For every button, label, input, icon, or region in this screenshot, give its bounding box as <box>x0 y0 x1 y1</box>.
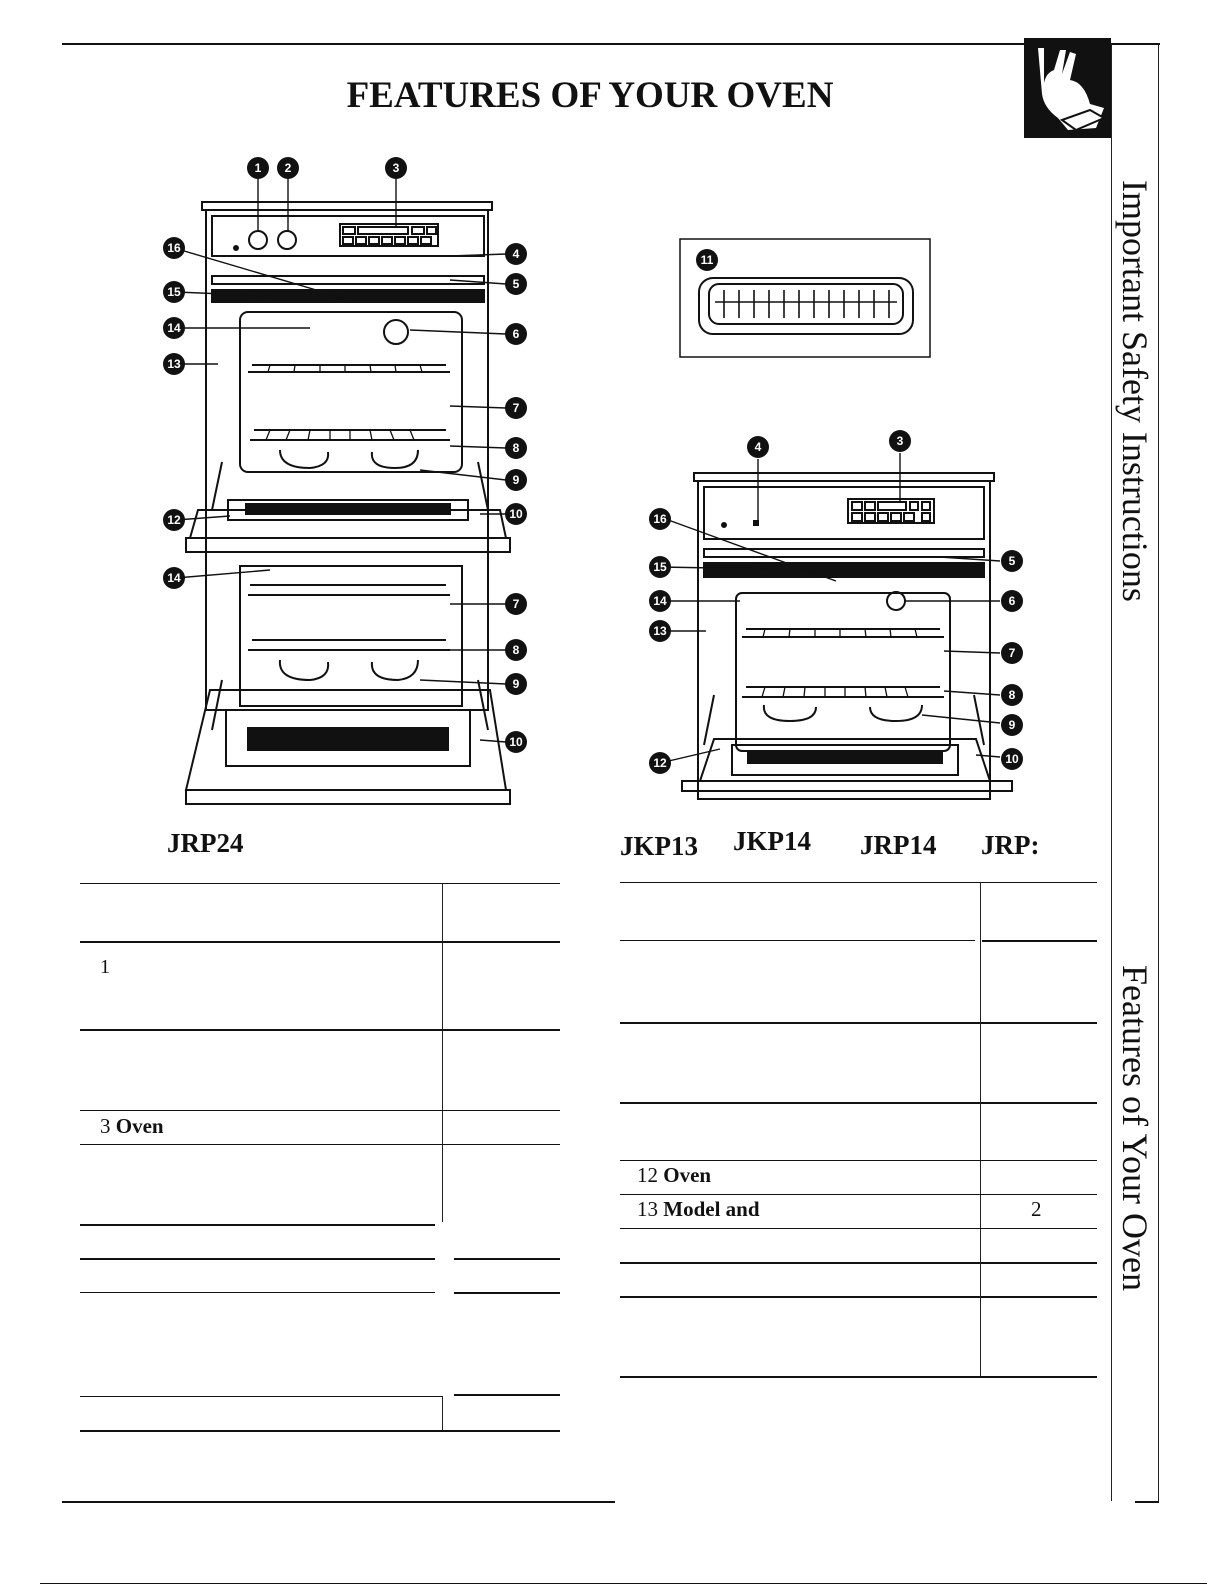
row-number: 3 <box>100 1114 111 1138</box>
table-row <box>637 1197 760 1222</box>
bottom-rule <box>62 1501 615 1503</box>
broiler-pan-illustration <box>679 238 931 358</box>
side-tab-safety[interactable]: Important Safety Instructions <box>1115 180 1155 602</box>
callout-number: 10 <box>1005 752 1019 766</box>
callout-number: 15 <box>653 560 667 574</box>
table-row <box>100 954 110 979</box>
page-title: FEATURES OF YOUR OVEN <box>346 75 834 116</box>
top-rule <box>62 43 1160 45</box>
callout-number: 16 <box>653 512 667 526</box>
figure-single-oven <box>640 425 1040 815</box>
callout-number: 5 <box>512 277 520 291</box>
callout-number: 12 <box>167 513 181 527</box>
row-page: 2 <box>1031 1197 1042 1221</box>
callout-number: 7 <box>512 597 520 611</box>
double-oven-illustration <box>150 150 550 820</box>
callout-number: 4 <box>754 440 762 454</box>
model-label-jkp14: JKP14 <box>733 826 811 856</box>
callout-number: 5 <box>1008 554 1016 568</box>
callout-number: 10 <box>509 507 523 521</box>
model-label-jrp-cut: JRP: <box>981 830 1040 860</box>
callout-number: 9 <box>512 677 520 691</box>
figure-broiler-pan <box>679 238 931 358</box>
callout-number: 8 <box>1008 688 1016 702</box>
model-label-jrp24: JRP24 <box>167 828 244 858</box>
hand-pressing-button-icon <box>1024 38 1111 138</box>
callout-number: 10 <box>509 735 523 749</box>
callout-number: 15 <box>167 285 181 299</box>
callout-number: 16 <box>167 241 181 255</box>
callout-number: 14 <box>653 594 667 608</box>
footer-rule <box>40 1583 1207 1584</box>
callout-number: 14 <box>167 571 181 585</box>
callout-number: 7 <box>1008 646 1016 660</box>
callout-number: 14 <box>167 321 181 335</box>
figure-double-oven <box>150 150 550 820</box>
hand-logo <box>1024 38 1111 138</box>
callout-number: 8 <box>512 643 520 657</box>
row-number: 13 <box>637 1197 658 1221</box>
callout-number: 13 <box>653 624 667 638</box>
callout-number: 3 <box>896 434 904 448</box>
callout-number: 8 <box>512 441 520 455</box>
row-number: 1 <box>100 956 110 978</box>
callout-number: 9 <box>1008 718 1016 732</box>
callout-number: 6 <box>512 327 520 341</box>
single-oven-illustration <box>640 425 1040 815</box>
row-label: Oven <box>663 1163 712 1187</box>
callout-number: 7 <box>512 401 520 415</box>
callout-number: 3 <box>392 161 400 175</box>
side-tab-features[interactable]: Features of Your Oven <box>1115 965 1155 1291</box>
callout-number: 11 <box>700 253 714 267</box>
row-label: Model and <box>663 1197 760 1221</box>
row-number: 12 <box>637 1163 658 1187</box>
callout-number: 2 <box>284 161 292 175</box>
row-label: Oven <box>115 1114 164 1138</box>
right-border-inner <box>1111 43 1112 1501</box>
callout-number: 9 <box>512 473 520 487</box>
callout-number: 12 <box>653 756 667 770</box>
model-label-jkp13: JKP13 <box>620 831 698 861</box>
callout-number: 6 <box>1008 594 1016 608</box>
callout-number: 13 <box>167 357 181 371</box>
table-row <box>100 1114 164 1139</box>
bottom-rule-right <box>1135 1501 1159 1503</box>
callout-number: 1 <box>254 161 262 175</box>
right-border-outer <box>1158 43 1159 1501</box>
table-row <box>637 1163 711 1188</box>
model-label-jrp14: JRP14 <box>860 830 937 860</box>
callout-number: 4 <box>512 247 520 261</box>
